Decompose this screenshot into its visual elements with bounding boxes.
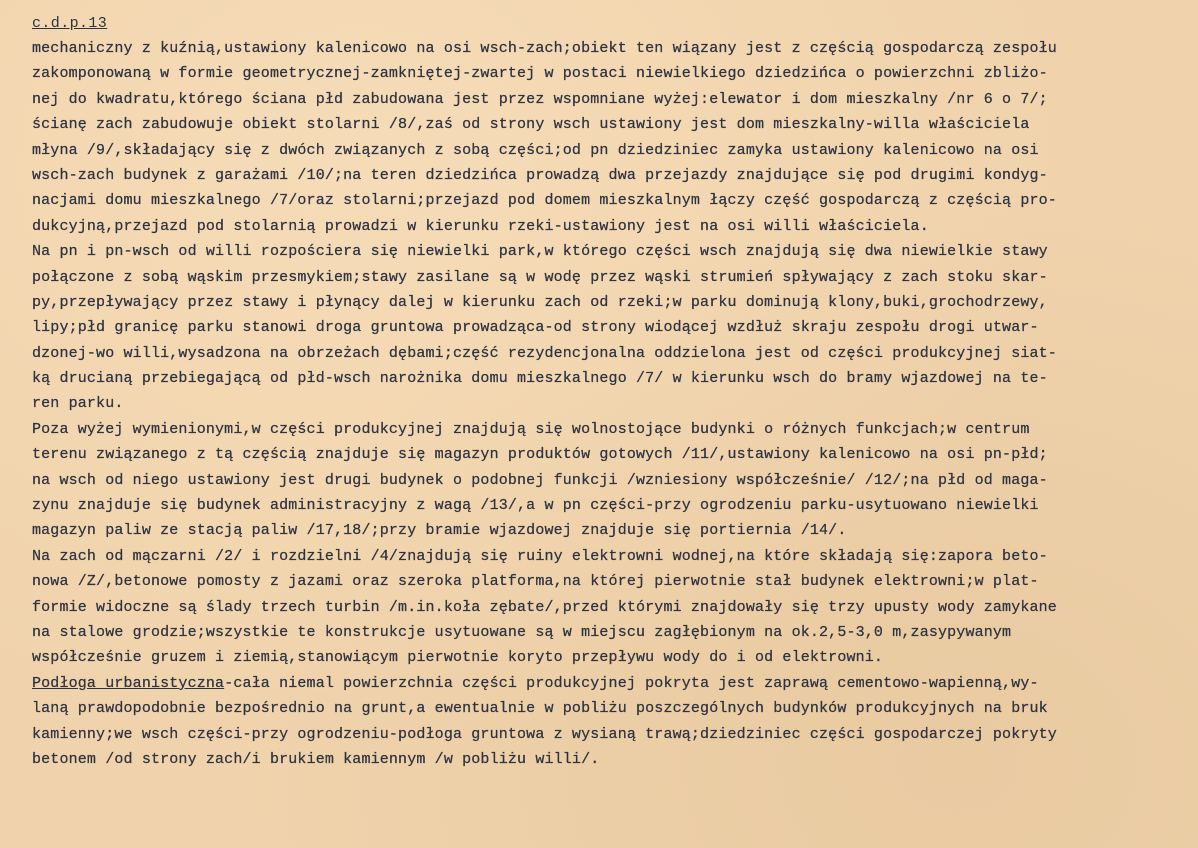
text-line: ren parku. — [32, 395, 124, 413]
text-line: ścianę zach zabudowuje obiekt stolarni /8/,zaś od strony wsch ustawiony jest dom mieszkalny-willa właściciela — [32, 116, 1030, 134]
text-line: na stalowe grodzie;wszystkie te konstrukcje usytuowane są w miejscu zagłębionym na ok.2,5-3,0 m,zasypywanym — [32, 623, 1012, 641]
text-line: zynu znajduje się budynek administracyjny z wagą /13/,a w pn części-przy ogrodzeniu parku-usytuowano niewielki — [32, 497, 1039, 515]
text-line: Na zach od mączarni /2/ i rozdzielni /4/znajdują się ruiny elektrowni wodnej,na które składają się:zapora beto- — [32, 547, 1048, 565]
text-line: terenu związanego z tą częścią znajduje się magazyn produktów gotowych /11/,ustawiony kalenicowo na osi pn-płd; — [32, 446, 1048, 464]
text-line: Poza wyżej wymienionymi,w części produkcyjnej znajdują się wolnostojące budynki o różnych funkcjach;w centrum — [32, 420, 1030, 438]
text-line: nowa /Z/,betonowe pomosty z jazami oraz szeroka platforma,na której pierwotnie stał budynek elektrowni;w plat- — [32, 573, 1039, 591]
text-fragment: -cała niemal powierzchnia części produkcyjnej pokryta jest zaprawą cementowo-wapienną,wy- — [224, 674, 1039, 692]
text-line: nej do kwadratu,którego ściana płd zabudowana jest przez wspomniane wyżej:elewator i dom mieszkalny /nr 6 o 7/; — [32, 90, 1048, 108]
text-line: lipy;płd granicę parku stanowi droga gruntowa prowadząca-od strony wiodącej wzdłuż skraju zespołu drogi utwar- — [32, 319, 1039, 337]
text-line-with-heading — [32, 671, 1192, 696]
text-line: betonem /od strony zach/i brukiem kamiennym /w pobliżu willi/. — [32, 750, 600, 768]
text-line: kamienny;we wsch części-przy ogrodzeniu-podłoga gruntowa z wysianą trawą;dziedziniec części gospodarczej pokryty — [32, 725, 1057, 743]
text-line: ką drucianą przebiegającą od płd-wsch narożnika domu mieszkalnego /7/ w kierunku wsch do bramy wjazdowej na te- — [32, 370, 1048, 388]
text-line: na wsch od niego ustawiony jest drugi budynek o podobnej funkcji /wzniesiony współcześnie/ /12/;na płd od maga- — [32, 471, 1048, 489]
text-line: dzonej-wo willi,wysadzona na obrzeżach dębami;część rezydencjonalna oddzielona jest od części produkcyjnej siat- — [32, 344, 1057, 362]
text-line: połączone z sobą wąskim przesmykiem;stawy zasilane są w wodę przez wąski strumień spływający z zach stoku skar- — [32, 268, 1048, 286]
document-body — [32, 36, 1192, 772]
text-line: laną prawdopodobnie bezpośrednio na grunt,a ewentualnie w pobliżu poszczególnych budynków produkcyjnych na bruk — [32, 700, 1048, 718]
text-line: py,przepływający przez stawy i płynący dalej w kierunku zach od rzeki;w parku dominują klony,buki,grochodrzewy, — [32, 293, 1048, 311]
text-line: mechaniczny z kuźnią,ustawiony kalenicowo na osi wsch-zach;obiekt ten wiązany jest z częścią gospodarczą zespołu — [32, 40, 1057, 57]
section-heading: Podłoga urbanistyczna — [32, 674, 225, 692]
text-line: młyna /9/,składający się z dwóch związanych z sobą części;od pn dziedziniec zamyka ustawiony kalenicowo na osi — [32, 141, 1039, 159]
text-line: Na pn i pn-wsch od willi rozpościera się niewielki park,w którego części wsch znajdują się dwa niewielkie stawy — [32, 243, 1048, 261]
text-line: magazyn paliw ze stacją paliw /17,18/;przy bramie wjazdowej znajduje się portiernia /14/. — [32, 522, 847, 540]
text-line: wsch-zach budynek z garażami /10/;na teren dziedzińca prowadzą dwa przejazdy znajdujące się pod drugimi kondyg- — [32, 166, 1048, 184]
text-line: dukcyjną,przejazd pod stolarnią prowadzi w kierunku rzeki-ustawiony jest na osi willi właściciela. — [32, 217, 929, 235]
text-line: współcześnie gruzem i ziemią,stanowiącym pierwotnie koryto przepływu wody do i od elektrowni. — [32, 649, 884, 667]
text-line: zakomponowaną w formie geometrycznej-zamkniętej-zwartej w postaci niewielkiego dziedzińca o powierzchni zbliżo- — [32, 65, 1048, 83]
text-line: nacjami domu mieszkalnego /7/oraz stolarni;przejazd pod domem mieszkalnym łączy część gospodarczą z częścią pro- — [32, 192, 1057, 210]
text-line: formie widoczne są ślady trzech turbin /m.in.koła zębate/,przed którymi znajdowały się trzy upusty wody zamykane — [32, 598, 1057, 616]
document-reference: c.d.p.13 — [32, 15, 108, 32]
